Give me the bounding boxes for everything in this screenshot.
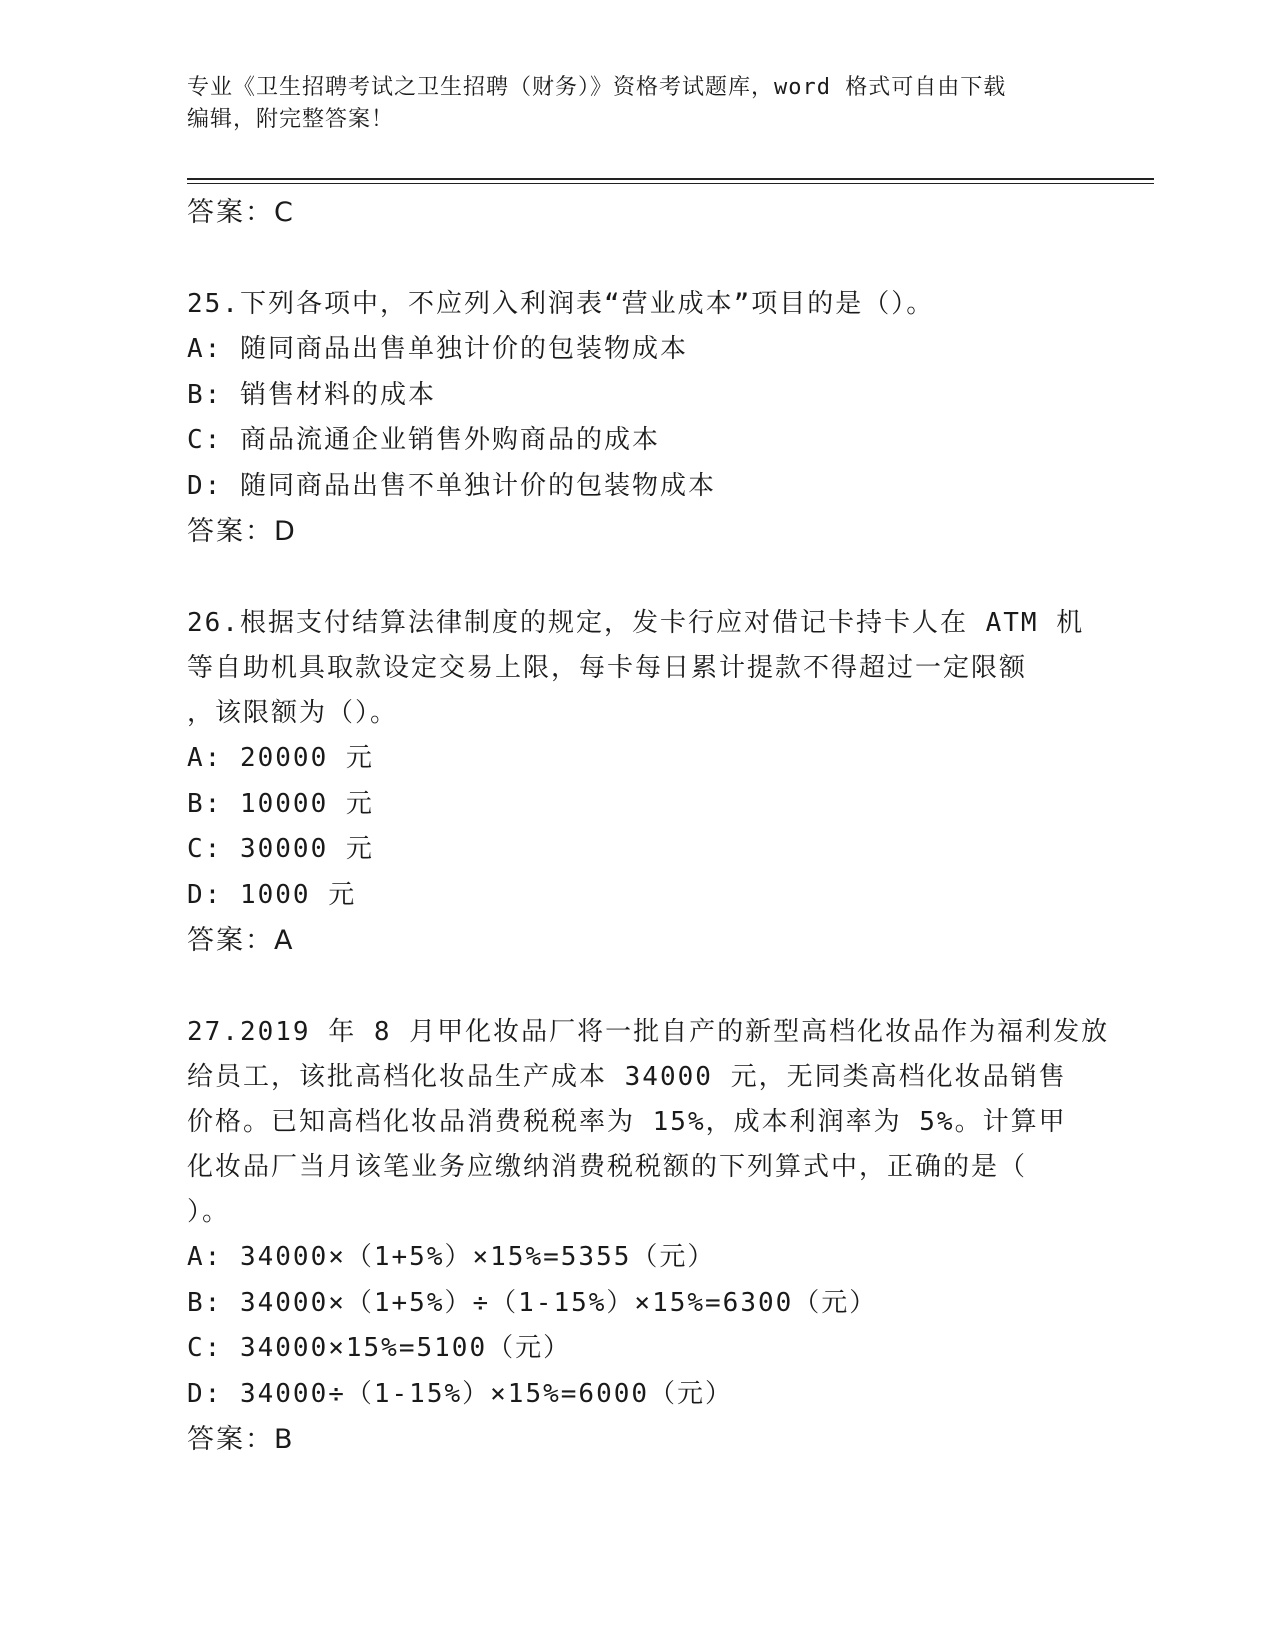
option-b: B: 销售材料的成本 (187, 379, 436, 410)
option-d: D: 随同商品出售不单独计价的包装物成本 (187, 470, 716, 501)
question-text: 给员工，该批高档化妆品生产成本 34000 元，无同类高档化妆品销售 (187, 1062, 1067, 1092)
document-header (187, 72, 1087, 136)
answer-label: 答案：C (187, 197, 295, 228)
document-body (187, 190, 1110, 1463)
option-c: C: 30000 元 (187, 834, 374, 864)
header-rule-thick (187, 178, 1154, 180)
option-a: A: 随同商品出售单独计价的包装物成本 (187, 334, 688, 364)
answer-label: 答案：A (187, 925, 295, 956)
question-text: 27.2019 年 8 月甲化妆品厂将一批自产的新型高档化妆品作为福利发放 (187, 1017, 1110, 1047)
answer-label: 答案：B (187, 1424, 295, 1455)
answer-label: 答案：D (187, 516, 297, 547)
question-text: ，该限额为（）。 (187, 698, 399, 728)
option-c: C: 商品流通企业销售外购商品的成本 (187, 425, 660, 455)
option-d: D: 1000 元 (187, 879, 357, 910)
question-text: ）。 (187, 1197, 231, 1227)
option-c: C: 34000×15%=5100（元） (187, 1333, 572, 1363)
question-26 (187, 601, 1087, 964)
option-d: D: 34000÷（1-15%）×15%=6000（元） (187, 1378, 734, 1409)
question-text: 化妆品厂当月该笔业务应缴纳消费税税额的下列算式中，正确的是（ (187, 1152, 1028, 1182)
question-25 (187, 282, 1087, 555)
option-b: B: 10000 元 (187, 788, 374, 819)
header-rule-thin (187, 183, 1154, 184)
option-b: B: 34000×（1+5%）÷（1-15%）×15%=6300（元） (187, 1287, 878, 1318)
header-line-1: 专业《卫生招聘考试之卫生招聘（财务）》资格考试题库，word 格式可自由下载 (187, 75, 1007, 100)
question-27 (187, 1010, 1110, 1463)
header-line-2: 编辑，附完整答案！ (187, 107, 395, 132)
question-text: 25.下列各项中，不应列入利润表“营业成本”项目的是（）。 (187, 289, 935, 319)
question-text: 26.根据支付结算法律制度的规定，发卡行应对借记卡持卡人在 ATM 机 (187, 608, 1085, 638)
option-a: A: 20000 元 (187, 743, 374, 773)
option-a: A: 34000×（1+5%）×15%=5355（元） (187, 1242, 716, 1272)
question-text: 价格。已知高档化妆品消费税税率为 15%，成本利润率为 5%。计算甲 (187, 1107, 1067, 1137)
question-text: 等自助机具取款设定交易上限，每卡每日累计提款不得超过一定限额 (187, 653, 1028, 683)
